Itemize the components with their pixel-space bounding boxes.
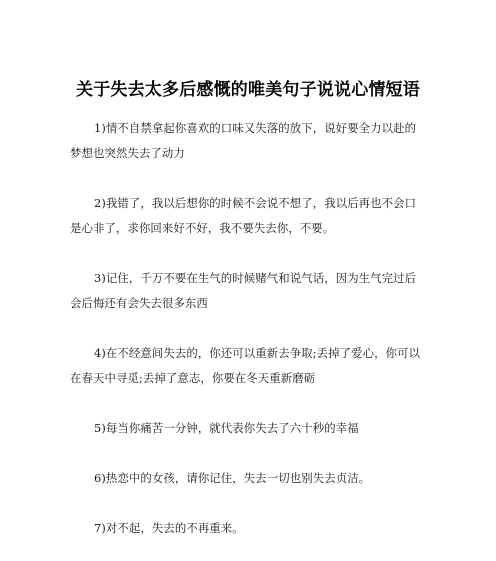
quote-item-5: 5)每当你痛苦一分钟，就代表你失去了六十秒的幸福 <box>94 421 359 435</box>
quote-item-3: 3)记住，千万不要在生气的时候赌气和说气话，因为生气完过后会后悔还有会失去很多东西 <box>70 271 417 310</box>
quote-item-2: 2)我错了，我以后想你的时候不会说不想了，我以后再也不会口是心非了，求你回来好不好，我不要失去你，不要。 <box>70 196 417 235</box>
quote-item-4: 4)在不经意间失去的，你还可以重新去争取;丢掉了爱心，你可以在春天中寻觅;丢掉了意志，你要在冬天重新磨砺 <box>70 346 421 385</box>
document-title: 关于失去太多后感慨的唯美句子说说心情短语 <box>76 80 420 100</box>
quote-item-7: 7)对不起，失去的不再重来。 <box>94 521 244 535</box>
quote-list <box>70 116 426 541</box>
quote-item-6: 6)热恋中的女孩，请你记住，失去一切也别失去贞洁。 <box>94 471 371 485</box>
quote-item-1: 1)情不自禁拿起你喜欢的口味又失落的放下，说好要全力以赴的梦想也突然失去了动力 <box>70 121 417 160</box>
